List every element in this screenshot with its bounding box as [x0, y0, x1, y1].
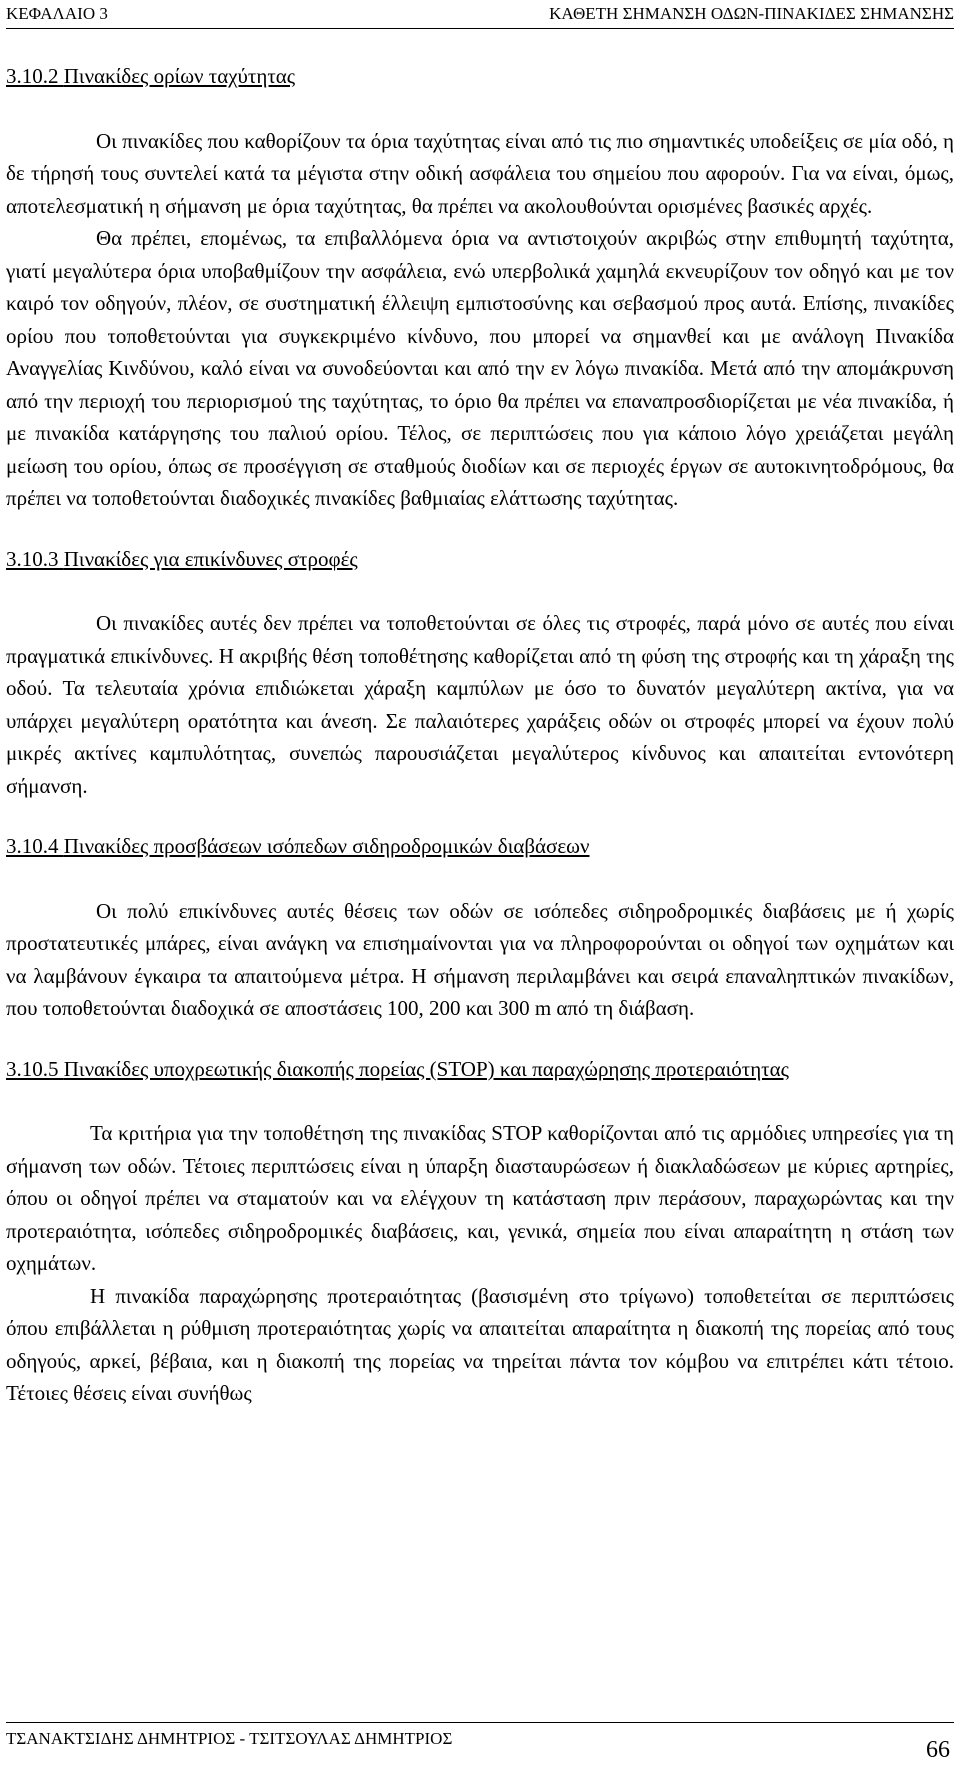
paragraph: Θα πρέπει, επομένως, τα επιβαλλόμενα όρια να αντιστοιχούν ακριβώς στην επιθυμητή ταχύτητα, γιατί μεγαλύτερα όρια υποβαθμίζουν την ασφάλεια, ενώ υπερβολικά χαμηλά εκνευρίζουν τον οδηγό και με τον καιρό τον οδηγούν, πλέον, σε συστηματική έλλειψη εμπιστοσύνης και σεβασμού προς αυτά. Επίσης, πινακίδες ορίου που τοποθετούνται για συγκεκριμένο κίνδυνο, που μπορεί να σημανθεί και με ανάλογη Πινακίδα Αναγγελίας Κινδύνου, καλό είναι να συνοδεύονται και από την εν λόγω πινακίδα. Μετά από την απομάκρυνση από την περιοχή του περιορισμού της ταχύτητας, το όριο θα πρέπει να επαναπροσδιορίζεται με νέα πινακίδα, ή με πινακίδα κατάργησης του παλιού ορίου. Τέλος, σε περιπτώσεις που για κάποιο λόγο χρειάζεται μεγάλη μείωση του ορίου, όπως σε προσέγγιση σε σταθμούς διοδίων και σε περιοχές έργων σε αυτοκινητοδρόμους, θα πρέπει να τοποθετούνται διαδοχικές πινακίδες βαθμιαίας ελάττωσης ταχύτητας.: [6, 226, 954, 510]
paragraph: Τα κριτήρια για την τοποθέτηση της πινακίδας STOP καθορίζονται από τις αρμόδιες υπηρεσίες για τη σήμανση των οδών. Τέτοιες περιπτώσεις είναι η ύπαρξη διασταυρώσεων ή διακλαδώσεων με κύριες αρτηρίες, όπου οι οδηγοί πρέπει να σταματούν και να ελέγχουν τη κατάσταση πριν περάσουν, παραχωρώντας και την προτεραιότητα, ισόπεδες σιδηροδρομικές διαβάσεις, και, γενικά, σημεία που είναι απαραίτητη η στάση των οχημάτων.: [6, 1121, 954, 1275]
section-heading-3-10-4: 3.10.4 Πινακίδες προσβάσεων ισόπεδων σιδηροδρομικών διαβάσεων: [6, 834, 590, 858]
section-heading-3-10-5: 3.10.5 Πινακίδες υποχρεωτικής διακοπής πορείας (STOP) και παραχώρησης προτεραιότητας: [6, 1056, 789, 1081]
section-heading-3-10-3: 3.10.3 Πινακίδες για επικίνδυνες στροφές: [6, 546, 358, 571]
paragraph: Οι πολύ επικίνδυνες αυτές θέσεις των οδών σε ισόπεδες σιδηροδρομικές διαβάσεις με ή χωρίς προστατευτικές μπάρες, είναι ανάγκη να επισημαίνονται για να πληροφορούνται οι οδηγοί των οχημάτων και να λαμβάνουν έγκαιρα τα απαιτούμενα μέτρα. Η σήμανση περιλαμβάνει και σειρά επαναληπτικών πινακίδων, που τοποθετούνται διαδοχικά σε αποστάσεις 100, 200 και 300 m από τη διάβαση.: [6, 898, 954, 1020]
chapter-label: ΚΕΦΑΛΑΙΟ 3: [6, 4, 108, 23]
section-heading-3-10-2: 3.10.2 Πινακίδες ορίων ταχύτητας: [6, 64, 296, 88]
page-footer: [6, 1722, 954, 1767]
footer-authors: ΤΣΑΝΑΚΤΣΙΔΗΣ ΔΗΜΗΤΡΙΟΣ - ΤΣΙΤΣΟΥΛΑΣ ΔΗΜΗΤΡΙΟΣ: [6, 1729, 453, 1748]
chapter-title: ΚΑΘΕΤΗ ΣΗΜΑΝΣΗ ΟΔΩΝ-ΠΙΝΑΚΙΔΕΣ ΣΗΜΑΝΣΗΣ: [549, 4, 954, 23]
paragraph: Η πινακίδα παραχώρησης προτεραιότητας (βασισμένη στο τρίγωνο) τοποθετείται σε περιπτώσεις όπου επιβάλλεται η ρύθμιση προτεραιότητας χωρίς να απαιτείται απαραίτητα η διακοπή της πορείας από τους οδηγούς, αρκεί, βέβαια, και η διακοπή της πορείας να τηρείται πάντα τον κόμβου να επιτρέπει κάτι τέτοιο. Τέτοιες θέσεις είναι συνήθως: [6, 1283, 954, 1405]
page-header: [6, 2, 954, 29]
page-number: 66: [926, 1737, 950, 1763]
page-content: [6, 60, 954, 1410]
paragraph: Οι πινακίδες αυτές δεν πρέπει να τοποθετούνται σε όλες τις στροφές, παρά μόνο σε αυτές που είναι πραγματικά επικίνδυνες. Η ακριβής θέση τοποθέτησης καθορίζεται από τη φύση της στροφής και τη χάραξη της οδού. Τα τελευταία χρόνια επιδιώκεται χάραξη καμπύλων με όσο το δυνατόν μεγαλύτερη ακτίνα, για να υπάρχει μεγαλύτερη ορατότητα και άνεση. Σε παλαιότερες χαράξεις οδών οι στροφές μπορεί να έχουν πολύ μικρές ακτίνες καμπυλότητας, συνεπώς παρουσιάζεται μεγαλύτερος κίνδυνος και απαιτείται εντονότερη σήμανση.: [6, 611, 954, 798]
paragraph: Οι πινακίδες που καθορίζουν τα όρια ταχύτητας είναι από τις πιο σημαντικές υποδείξεις σε μία οδό, η δε τήρησή τους συντελεί κατά τα μέγιστα στην οδική ασφάλεια του σημείου που αφορούν. Για να είναι, όμως, αποτελεσματική η σήμανση με όρια ταχύτητας, θα πρέπει να ακολουθούνται ορισμένες βασικές αρχές.: [6, 128, 954, 218]
